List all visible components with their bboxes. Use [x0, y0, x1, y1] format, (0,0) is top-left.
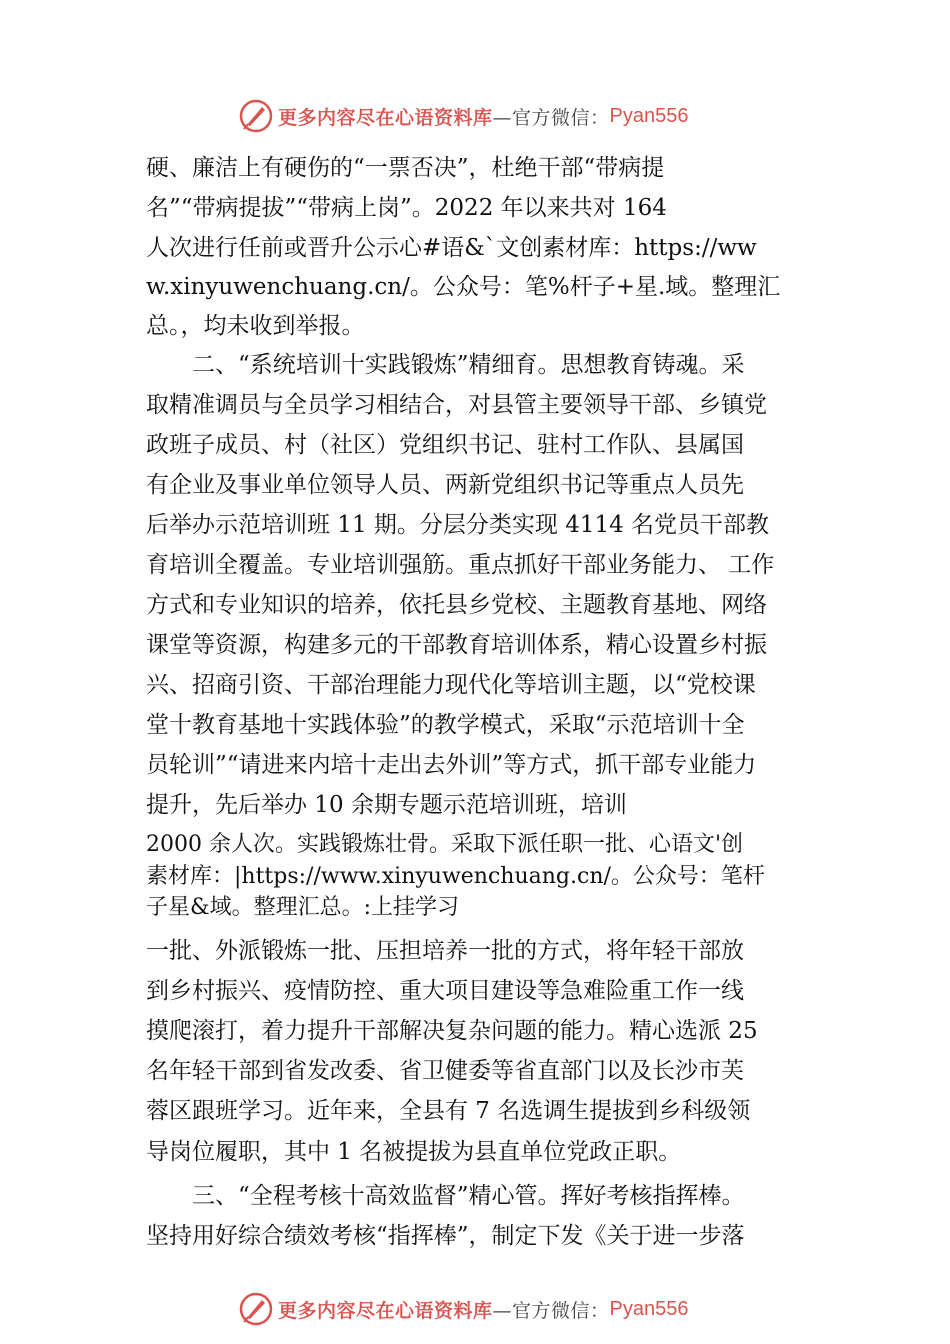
body-line: 名”“带病提拔”“带病上岗”。2022 年以来共对 164	[146, 195, 667, 221]
body-line: 提升，先后举办 10 余期专题示范培训班，培训	[146, 792, 627, 818]
body-line: 取精准调员与全员学习相结合，对县管主要领导干部、乡镇党	[146, 392, 767, 418]
header-banner	[238, 96, 728, 136]
body-line: 2000 余人次。实践锻炼壮骨。采取下派任职一批、心语文'创	[146, 832, 744, 857]
banner-dash-text: —官方微信：	[492, 106, 610, 129]
body-line: 兴、招商引资、干部治理能力现代化等培训主题，以“党校课	[146, 672, 756, 698]
banner-wechat-id: Pyan556	[609, 1297, 689, 1320]
body-line: 课堂等资源，构建多元的干部教育培训体系，精心设置乡村振	[146, 632, 767, 658]
banner-red-text: 更多内容尽在心语资料库	[278, 106, 493, 129]
body-line: 一批、外派锻炼一批、压担培养一批的方式，将年轻干部放	[146, 938, 744, 964]
footer-banner	[238, 1289, 728, 1329]
banner-wechat-id: Pyan556	[609, 104, 689, 127]
body-line: 导岗位履职，其中 1 名被提拔为县直单位党政正职。	[146, 1139, 682, 1165]
body-line: 名年轻干部到省发改委、省卫健委等省直部门以及长沙市芙	[146, 1058, 744, 1084]
banner-dash-text: —官方微信：	[492, 1299, 610, 1322]
body-line: w.xinyuwenchuang.cn/。公众号：笔%杆子+星.域。整理汇	[146, 274, 781, 300]
body-line: 方式和专业知识的培养，依托县乡党校、主题教育基地、网络	[146, 592, 767, 618]
body-line: 素材库：|https://www.xinyuwenchuang.cn/。公众号：笔杆	[146, 864, 765, 889]
section-heading-three: 三、“全程考核十高效监督”精心管。挥好考核指挥棒。	[192, 1183, 745, 1209]
body-line: 到乡村振兴、疫情防控、重大项目建设等急难险重工作一线	[146, 978, 744, 1004]
section-heading-two: 二、“系统培训十实践锻炼”精细育。思想教育铸魂。采	[192, 352, 745, 378]
banner-red-text: 更多内容尽在心语资料库	[278, 1299, 493, 1322]
body-line: 子星&域。整理汇总。:上挂学习	[146, 895, 459, 920]
body-line: 摸爬滚打，着力提升干部解决复杂问题的能力。精心选派 25	[146, 1018, 758, 1044]
body-line: 堂十教育基地十实践体验”的教学模式，采取“示范培训十全	[146, 712, 745, 738]
quill-pen-circle-logo-icon	[238, 1291, 274, 1327]
body-line: 硬、廉洁上有硬伤的“一票否决”，杜绝干部“带病提	[146, 155, 665, 181]
body-line: 人次进行任前或晋升公示心#语&`文创素材库：https://ww	[146, 235, 757, 261]
body-line: 育培训全覆盖。专业培训强筋。重点抓好干部业务能力、 工作	[146, 552, 775, 578]
body-line: 员轮训”“请进来内培十走出去外训”等方式，抓干部专业能力	[146, 752, 757, 778]
body-line: 政班子成员、村（社区）党组织书记、驻村工作队、县属国	[146, 432, 744, 458]
body-line: 坚持用好综合绩效考核“指挥棒”，制定下发《关于进一步落	[146, 1223, 745, 1249]
quill-pen-circle-logo-icon	[238, 98, 274, 134]
body-line: 后举办示范培训班 11 期。分层分类实现 4114 名党员干部教	[146, 512, 770, 538]
body-line: 蓉区跟班学习。近年来，全县有 7 名选调生提拔到乡科级领	[146, 1098, 751, 1124]
body-line: 总。，均未收到举报。	[146, 313, 365, 339]
body-line: 有企业及事业单位领导人员、两新党组织书记等重点人员先	[146, 472, 744, 498]
